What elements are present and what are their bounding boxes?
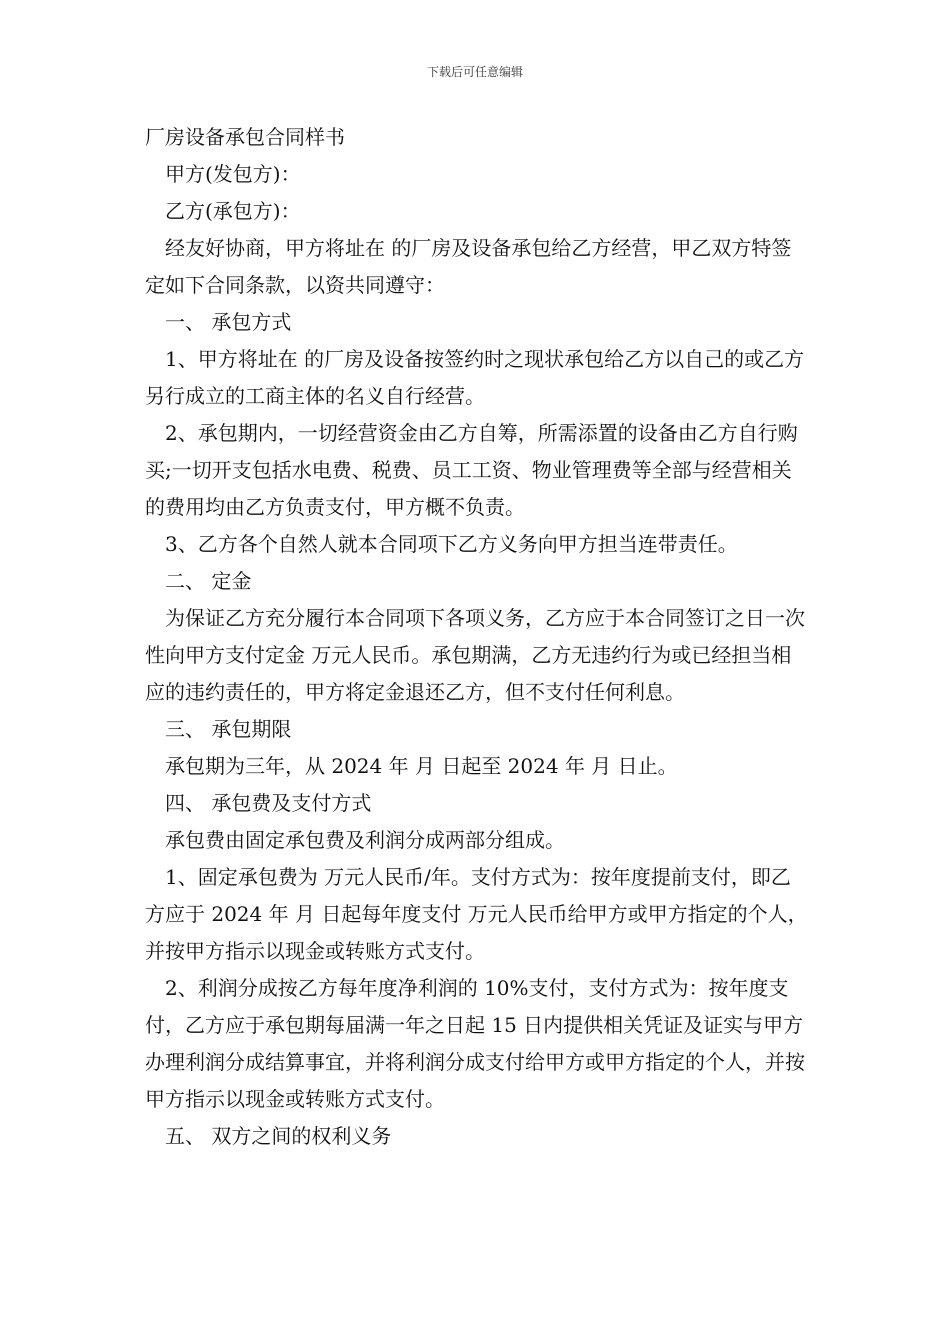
deposit-paragraph: 为保证乙方充分履行本合同项下各项义务，乙方应于本合同签订之日一次性向甲方支付定金 万元人民币。承包期满，乙方无违约行为或已经担当相应的违约责任的，甲方将定金退还乙方，但不支付任何利息。 xyxy=(145,606,805,704)
page-header: 下载后可任意编辑 xyxy=(426,65,523,79)
document-title: 厂房设备承包合同样书 xyxy=(145,125,345,149)
term-paragraph: 承包期为三年，从 2024 年 月 日起至 2024 年 月 日止。 xyxy=(165,754,678,778)
section-heading-5: 五、 双方之间的权利义务 xyxy=(165,1124,392,1148)
party-b-line: 乙方(承包方)： xyxy=(165,199,301,223)
party-a-line: 甲方(发包方)： xyxy=(165,162,301,186)
clause-1-2: 2、承包期内，一切经营资金由乙方自筹，所需添置的设备由乙方自行购买;一切开支包括水电费、税费、员工工资、物业管理费等全部与经营相关的费用均由乙方负责支付，甲方概不负责。 xyxy=(145,421,798,519)
document-body xyxy=(145,119,810,1155)
section-heading-3: 三、 承包期限 xyxy=(165,717,292,741)
section-heading-4: 四、 承包费及支付方式 xyxy=(165,791,372,815)
section-heading-1: 一、 承包方式 xyxy=(165,310,292,334)
clause-4-1: 1、固定承包费为 万元人民币/年。支付方式为：按年度提前支付，即乙方应于 2024 年 月 日起每年度支付 万元人民币给甲方或甲方指定的个人，并按甲方指示以现金或转账方式支付。 xyxy=(145,865,808,963)
section-heading-2: 二、 定金 xyxy=(165,569,252,593)
clause-1-1: 1、甲方将址在 的厂房及设备按签约时之现状承包给乙方以自己的或乙方另行成立的工商主体的名义自行经营。 xyxy=(145,347,805,408)
intro-paragraph: 经友好协商，甲方将址在 的厂房及设备承包给乙方经营，甲乙双方特签定如下合同条款，以资共同遵守： xyxy=(145,236,792,297)
clause-4-2: 2、利润分成按乙方每年度净利润的 10%支付，支付方式为：按年度支付，乙方应于承包期每届满一年之日起 15 日内提供相关凭证及证实与甲方办理利润分成结算事宜，并将利润分成支付给甲方或甲方指定的个人，并按甲方指示以现金或转账方式支付。 xyxy=(145,976,805,1111)
fee-intro-paragraph: 承包费由固定承包费及利润分成两部分组成。 xyxy=(165,828,565,852)
clause-1-3: 3、乙方各个自然人就本合同项下乙方义务向甲方担当连带责任。 xyxy=(165,532,738,556)
